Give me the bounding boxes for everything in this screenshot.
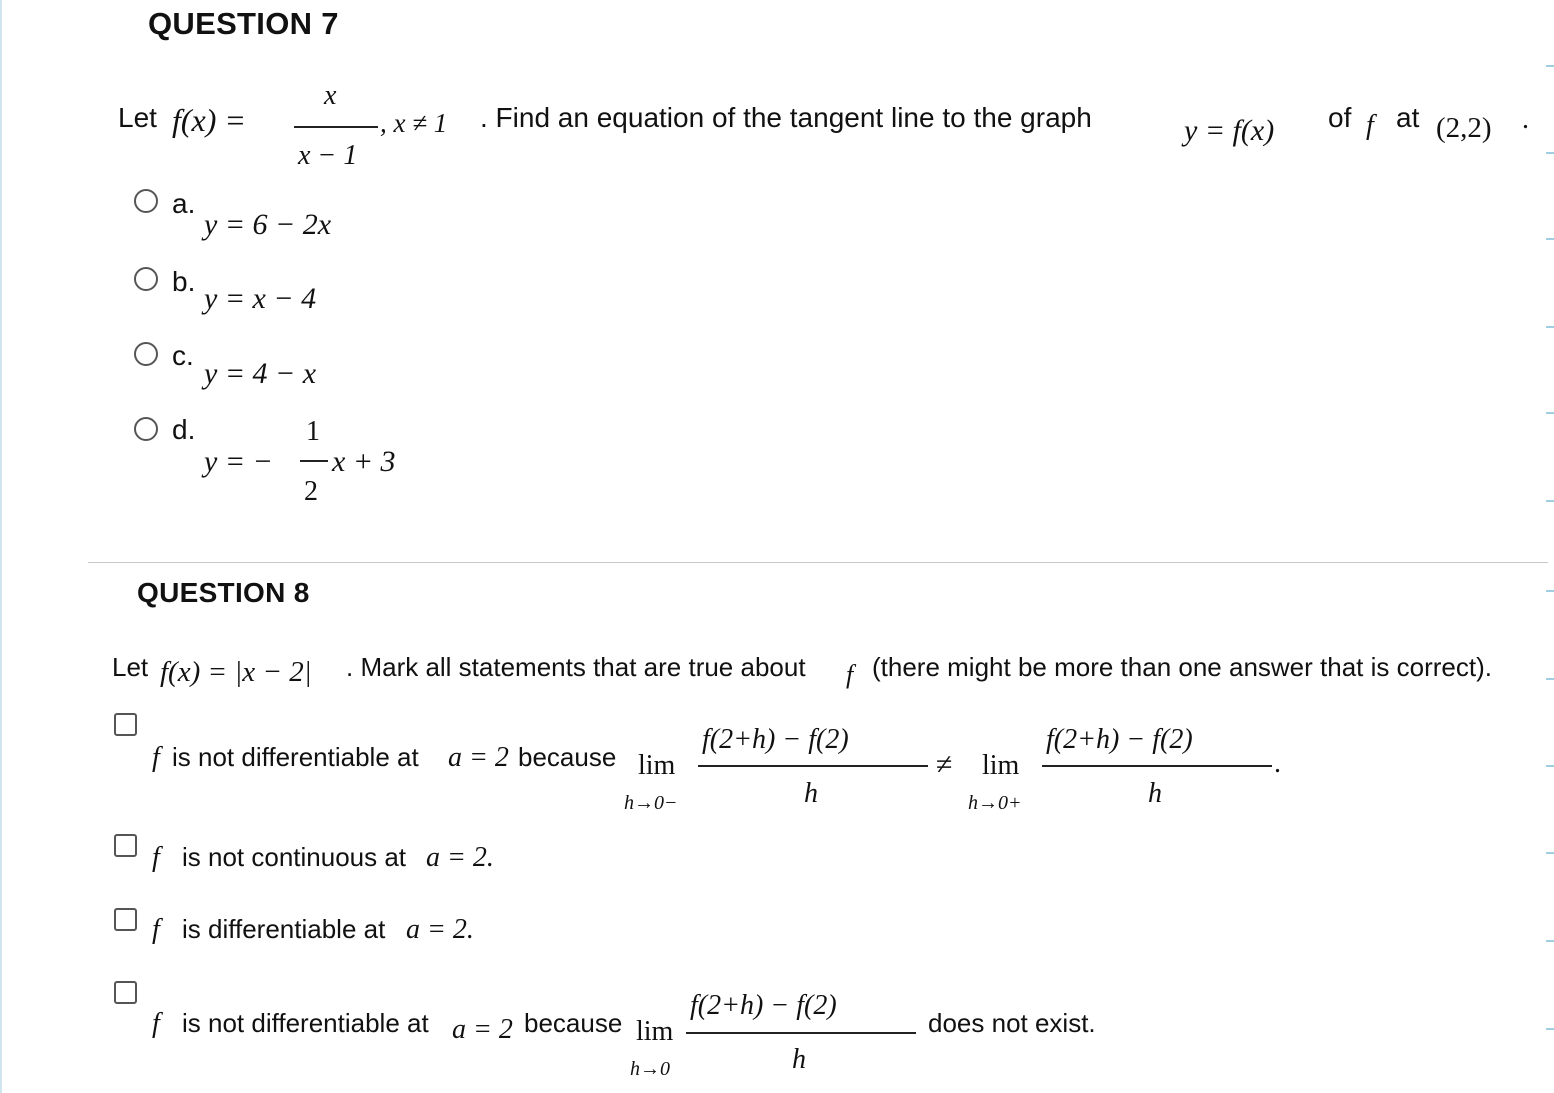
option-c-letter: c.: [172, 340, 194, 371]
q8-opt4-because: because: [524, 1008, 623, 1038]
q8-opt3-f: f: [152, 914, 160, 945]
option-d-suffix: x + 3: [332, 445, 396, 478]
radio-option-b[interactable]: [134, 267, 158, 291]
q8-opt1-text: is not differentiable at: [172, 742, 419, 772]
q8-opt3-text: is differentiable at: [182, 914, 386, 944]
q8-opt4-a: a = 2: [452, 1014, 513, 1045]
prompt-period: .: [1522, 104, 1529, 135]
q8-opt1-num-right: f(2+h) − f(2): [1046, 724, 1193, 755]
q8-opt1-fraction-bar-right: [1042, 765, 1272, 767]
option-d-prefix: y = −: [204, 445, 273, 478]
q8-opt1-lim-left: lim: [638, 750, 676, 781]
checkbox-q8-option-3[interactable]: [114, 908, 137, 931]
q8-opt1-lim-left-sub: h→0−: [624, 792, 678, 814]
radio-option-c[interactable]: [134, 342, 158, 366]
q8-prompt-rest: . Mark all statements that are true about: [346, 652, 806, 682]
prompt-find-text: . Find an equation of the tangent line to the graph: [480, 102, 1092, 133]
q8-opt4-text: is not differentiable at: [182, 1008, 429, 1038]
radio-option-a[interactable]: [134, 189, 158, 213]
q8-prompt-fx: f(x) = |x − 2|: [160, 656, 312, 688]
q8-opt4-fraction-bar: [686, 1032, 916, 1034]
checkbox-q8-option-4[interactable]: [114, 981, 137, 1004]
q8-opt4-lim-sub: h→0: [630, 1058, 670, 1080]
right-edge-markers: [1544, 0, 1554, 1093]
q8-opt4-f: f: [152, 1008, 160, 1039]
q8-opt1-end: .: [1274, 748, 1281, 779]
q8-opt1-lim-right: lim: [982, 750, 1020, 781]
prompt-f: f: [1366, 110, 1374, 141]
checkbox-q8-option-1[interactable]: [114, 713, 137, 736]
prompt-point: (2,2): [1436, 112, 1492, 144]
q8-opt1-a: a = 2: [448, 742, 509, 773]
q8-opt1-lim-right-sub: h→0+: [968, 792, 1022, 814]
prompt-condition: , x ≠ 1: [380, 108, 448, 138]
prompt-fx: f(x) =: [172, 102, 246, 138]
option-d-numerator: 1: [306, 416, 320, 447]
q8-opt4-end: does not exist.: [928, 1008, 1096, 1038]
q8-opt1-num-left: f(2+h) − f(2): [702, 724, 849, 755]
q8-opt1-den-left: h: [804, 778, 818, 809]
option-d-denominator: 2: [304, 476, 318, 507]
prompt-at: at: [1396, 102, 1420, 133]
option-c-expression: y = 4 − x: [204, 357, 317, 390]
q8-opt2-a: a = 2.: [426, 842, 494, 873]
prompt-let: Let: [118, 102, 157, 133]
q8-opt4-denominator: h: [792, 1044, 806, 1075]
question-divider: [88, 562, 1548, 563]
q8-opt2-f: f: [152, 842, 160, 873]
prompt-fraction-denominator: x − 1: [298, 140, 358, 171]
radio-option-d[interactable]: [134, 417, 158, 441]
q8-opt4-numerator: f(2+h) − f(2): [690, 990, 837, 1021]
q8-opt3-a: a = 2.: [406, 914, 474, 945]
q8-prompt-tail: (there might be more than one answer that is correct).: [872, 652, 1492, 682]
option-d-letter: d.: [172, 414, 196, 445]
option-a-letter: a.: [172, 188, 196, 219]
option-d-fraction-bar: [300, 460, 328, 462]
q8-opt2-text: is not continuous at: [182, 842, 407, 872]
option-a-expression: y = 6 − 2x: [204, 208, 332, 241]
q8-prompt-f: f: [846, 660, 854, 689]
option-b-letter: b.: [172, 266, 196, 297]
q8-prompt-let: Let: [112, 652, 149, 682]
q8-opt1-den-right: h: [1148, 778, 1162, 809]
left-border: [0, 0, 2, 1093]
checkbox-q8-option-2[interactable]: [114, 834, 137, 857]
prompt-fraction-numerator: x: [324, 80, 337, 111]
prompt-fraction-bar: [294, 126, 378, 128]
q8-opt1-f: f: [152, 742, 160, 773]
question-8-title: QUESTION 8: [137, 577, 310, 608]
prompt-of: of: [1328, 102, 1352, 133]
option-b-expression: y = x − 4: [204, 282, 317, 315]
q8-opt1-because: because: [518, 742, 617, 772]
prompt-graph: y = f(x): [1184, 114, 1275, 147]
q8-opt4-lim: lim: [636, 1016, 674, 1047]
q8-opt1-fraction-bar-left: [698, 765, 928, 767]
q8-opt1-neq: ≠: [936, 748, 953, 781]
question-7-title: QUESTION 7: [148, 6, 339, 41]
